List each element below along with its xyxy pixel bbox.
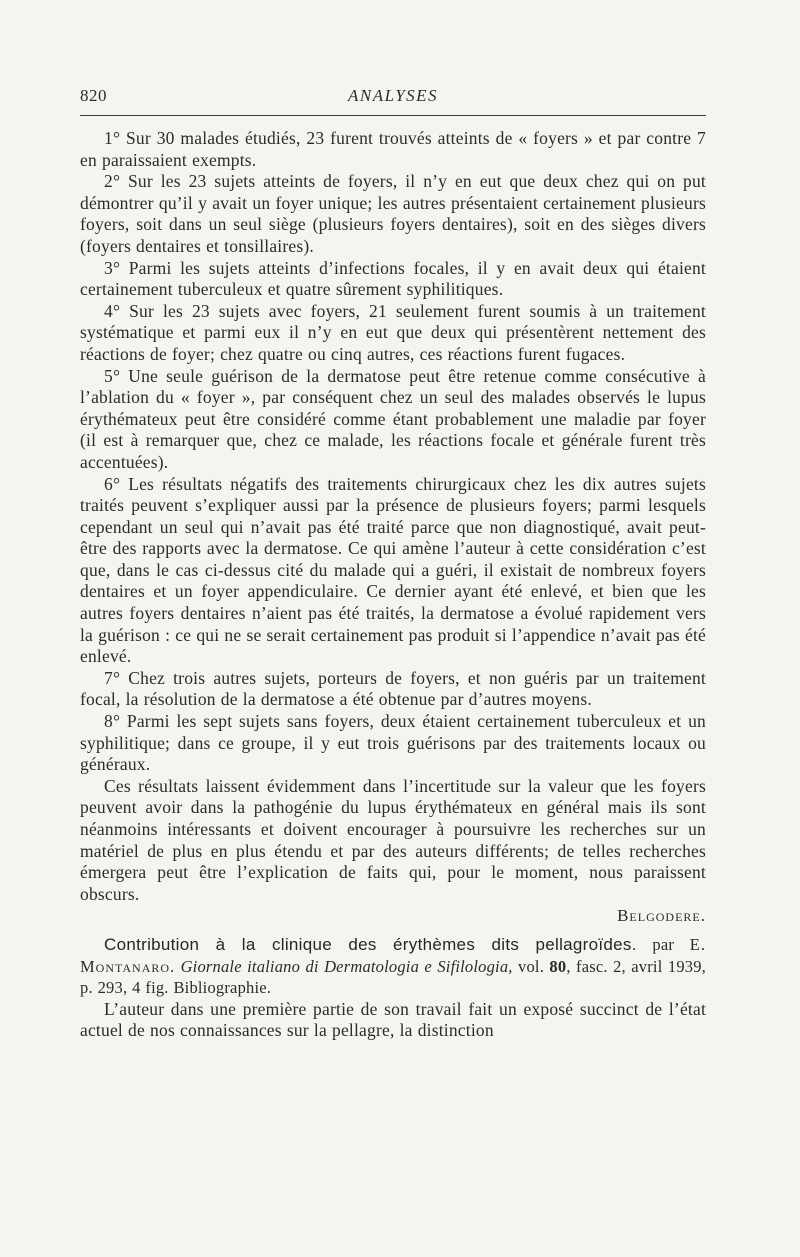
paragraph-6: 6° Les résultats négatifs des traitements chirurgicaux chez les dix autres sujets traités peuvent s’expliquer aussi par la présence de plusieurs foyers; parmi lesquels cependant un seul qui n’avait pas été traité parce que non diagnostiqué, avait peut-être des rapports avec la dermatose. Ce qui amène l’auteur à cette considération c’est que, dans le cas ci-dessus cité du malade qui a guéri, il existait de nombreux foyers dentaires et un foyer appendiculaire. Ce dernier ayant été enlevé, et bien que les autres foyers dentaires n’aient pas été traités, la dermatose a évolué rapidement vers la guérison : ce qui ne se serait certainement pas produit si l’appendice n’avait pas été enlevé. bbox=[80, 473, 706, 667]
header-rule bbox=[80, 115, 706, 116]
article-vol-label: vol. bbox=[512, 956, 550, 976]
paragraph-8: 8° Parmi les sept sujets sans foyers, deux étaient certainement tuberculeux et un syphilitique; dans ce groupe, il y eut trois guérisons par des traitements locaux ou généraux. bbox=[80, 711, 706, 775]
article-by: par bbox=[636, 934, 690, 954]
page-header bbox=[80, 86, 706, 114]
article-citation bbox=[80, 934, 706, 999]
article-author: E. Montanaro. bbox=[80, 934, 706, 976]
body-text bbox=[80, 128, 706, 1042]
paragraph-3: 3° Parmi les sujets atteints d’infections focales, il y en avait deux qui étaient certainement tuberculeux et quatre sûrement syphilitiques. bbox=[80, 257, 706, 300]
article-journal: Giornale italiano di Dermatologia e Sifilologia, bbox=[180, 956, 513, 976]
article-entry bbox=[80, 934, 706, 1042]
paragraph-7: 7° Chez trois autres sujets, porteurs de foyers, et non guéris par un traitement focal, la résolution de la dermatose a été obtenue par d’autres moyens. bbox=[80, 667, 706, 710]
article-body: L’auteur dans une première partie de son travail fait un exposé succinct de l’état actuel de nos connaissances sur la pellagre, la distinction bbox=[80, 998, 706, 1041]
paragraph-5: 5° Une seule guérison de la dermatose peut être retenue comme consécutive à l’ablation du « foyer », par conséquent chez un seul des malades observés le lupus érythémateux peut être considéré comme étant probablement une maladie par foyer (il est à remarquer que, chez ce malade, les réactions focale et générale furent très accentuées). bbox=[80, 365, 706, 472]
reviewer-signature: Belgodere. bbox=[617, 906, 706, 926]
article-volume: 80 bbox=[549, 956, 567, 976]
paragraph-conclusion: Ces résultats laissent évidemment dans l’incertitude sur la valeur que les foyers peuvent avoir dans la pathogénie du lupus érythémateux en général mais ils sont néanmoins intéressants et doivent encourager à poursuivre les recherches sur un matériel de plus en plus étendu et par des auteurs différents; de telles recherches émergera peut être l’explication de faits qui, pour le moment, nous paraissent obscurs. bbox=[80, 775, 706, 904]
article-title: Contribution à la clinique des érythèmes dits pellagroïdes. bbox=[104, 934, 637, 954]
page-number: 820 bbox=[80, 86, 107, 105]
paragraph-1: 1° Sur 30 malades étudiés, 23 furent trouvés atteints de « foyers » et par contre 7 en paraissaient exempts. bbox=[80, 128, 706, 170]
paragraph-4: 4° Sur les 23 sujets avec foyers, 21 seulement furent soumis à un traitement systématique et parmi eux il n’y en eut que deux qui présentèrent nettement des réactions de foyer; chez quatre ou cinq autres, ces réactions furent fugaces. bbox=[80, 300, 706, 364]
running-title: ANALYSES bbox=[347, 86, 439, 105]
article-details: , fasc. 2, avril 1939, p. 293, 4 fig. Bibliographie. bbox=[80, 956, 706, 998]
paragraph-2: 2° Sur les 23 sujets atteints de foyers, il n’y en eut que deux chez qui on put démontrer qu’il y avait un foyer unique; les autres présentaient certainement plusieurs foyers, soit dans un seul siège (plusieurs foyers dentaires), soit en des sièges divers (foyers dentaires et tonsillaires). bbox=[80, 171, 706, 256]
